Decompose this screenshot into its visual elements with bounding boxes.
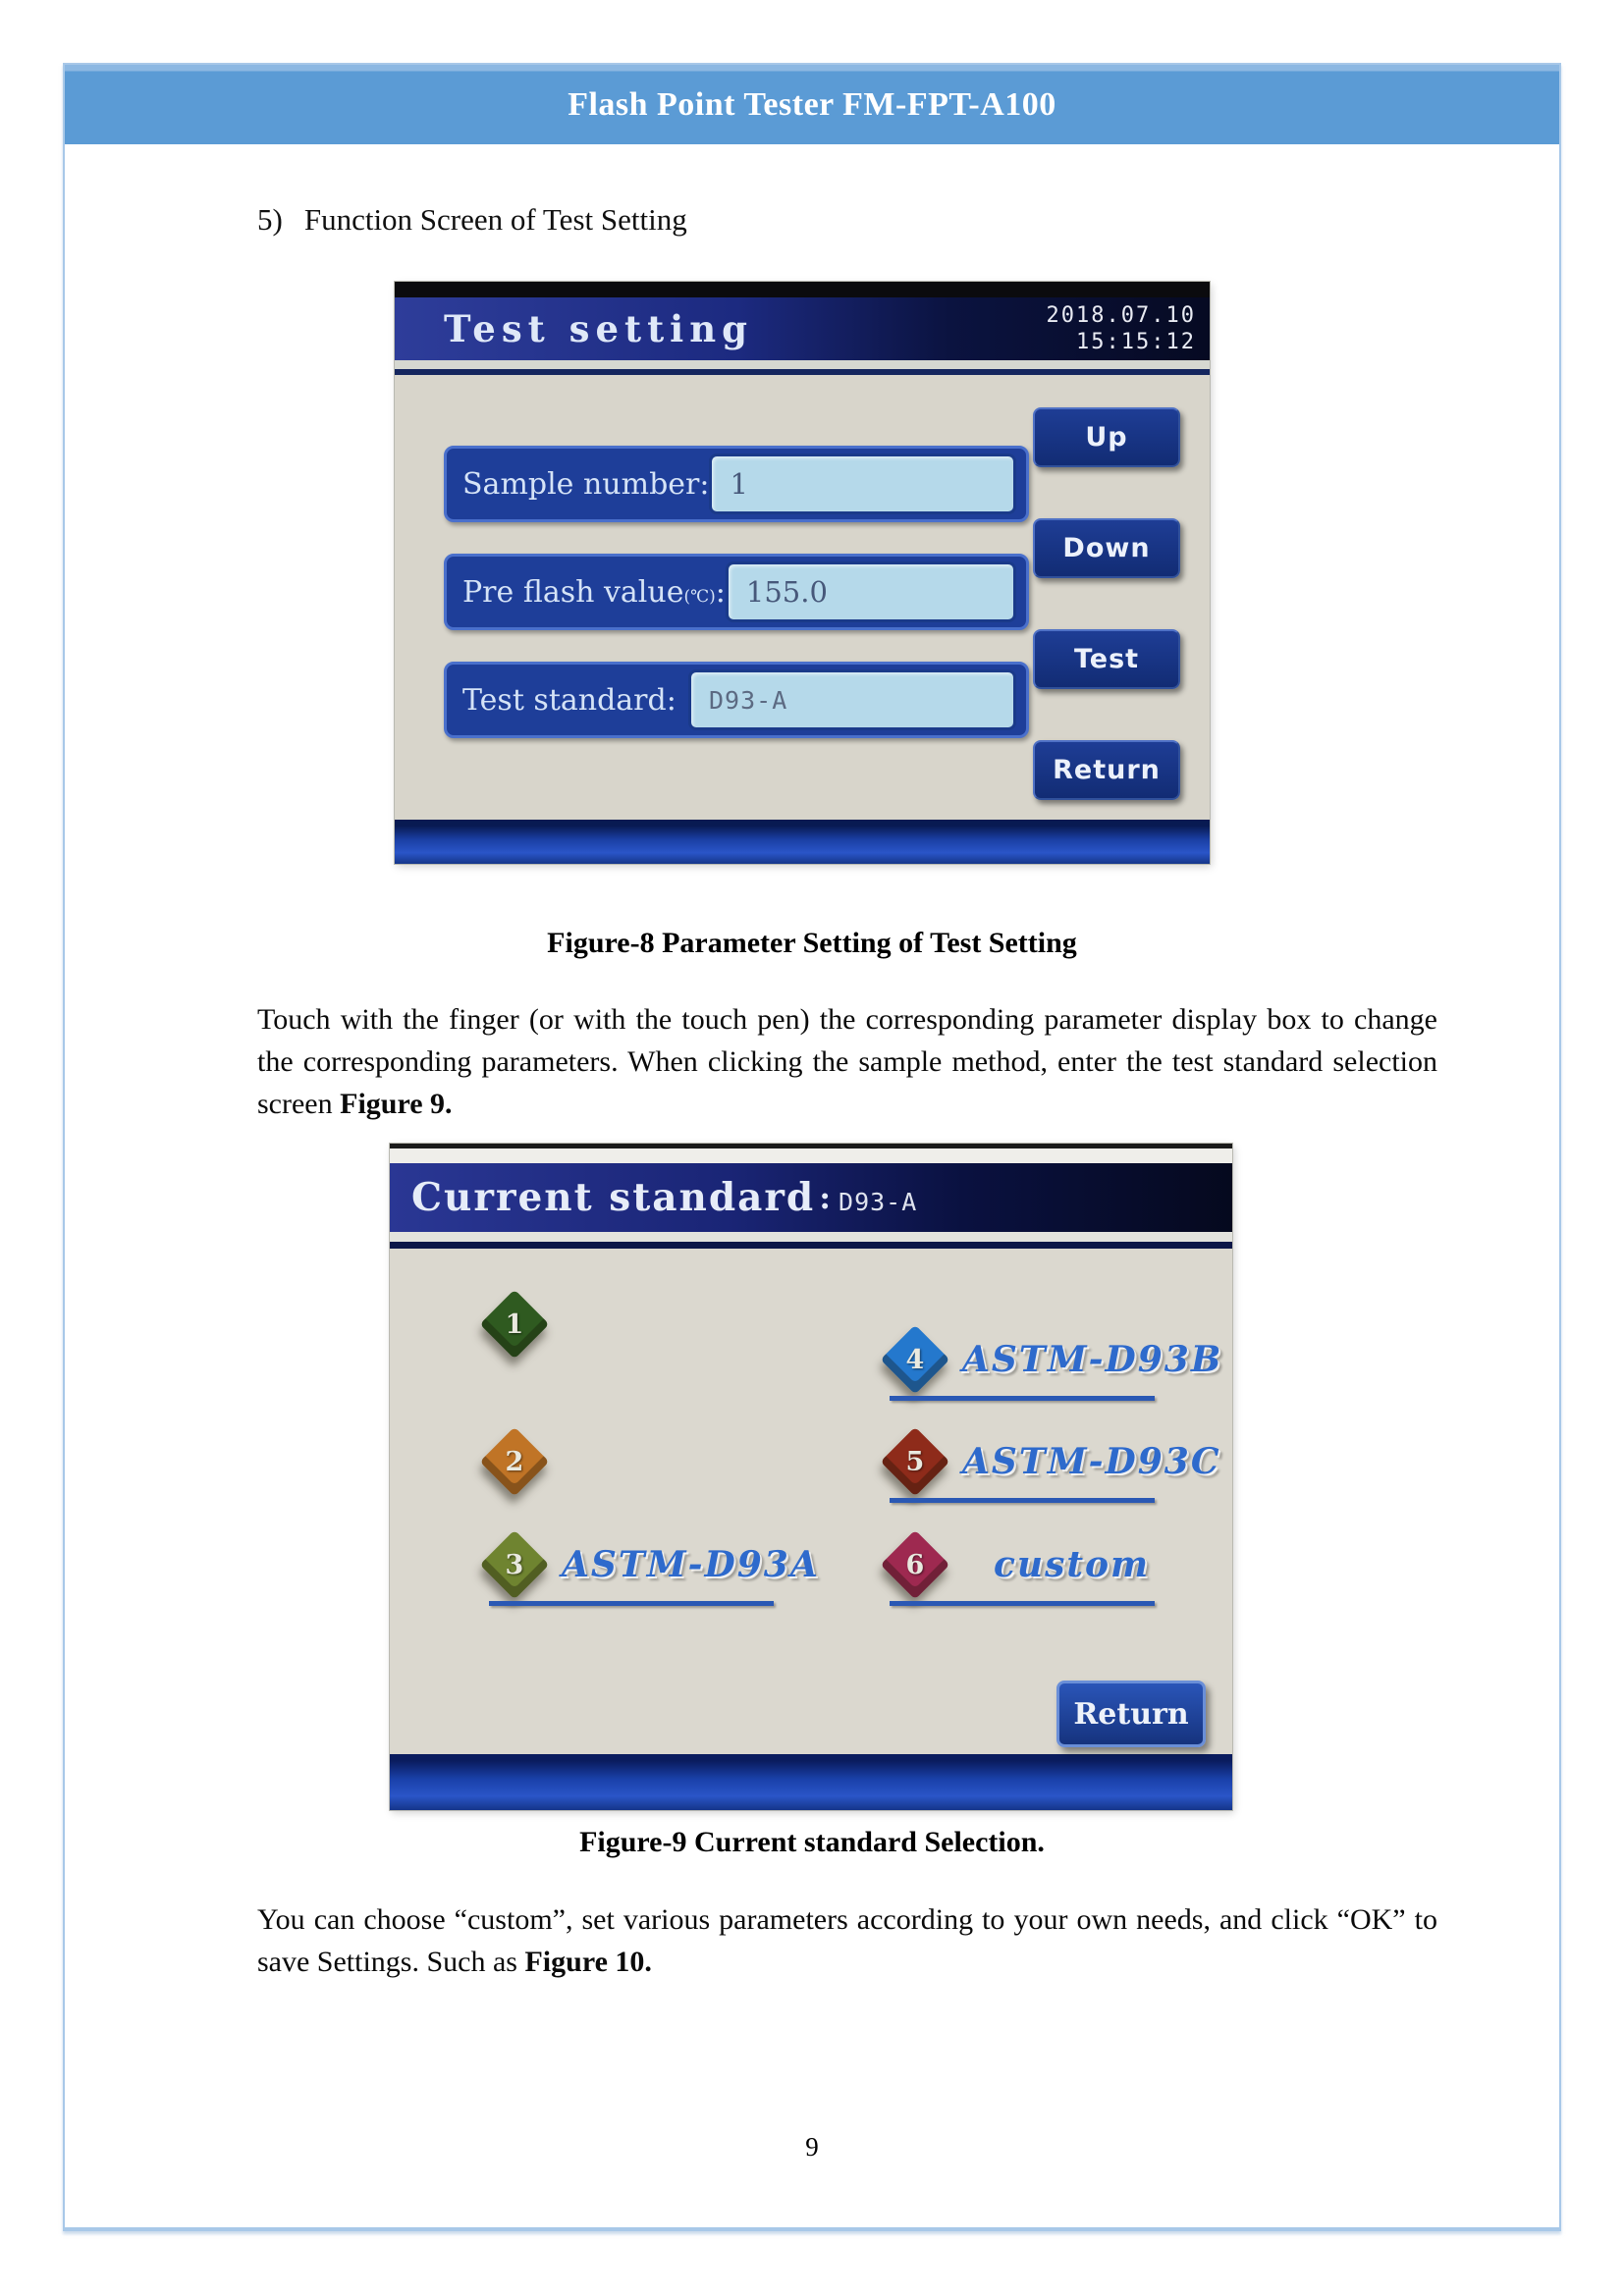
standard-option-astm-d93b — [880, 1324, 1223, 1395]
screen-title: Test setting — [444, 307, 754, 350]
test-button: Test — [1033, 629, 1180, 689]
figure9-caption: Figure-9 Current standard Selection. — [579, 1826, 1045, 1858]
diamond-2-icon: 2 — [479, 1426, 550, 1497]
sample-number-value-box — [709, 454, 1016, 514]
test-standard-value-box — [688, 669, 1016, 730]
datetime-display — [1047, 302, 1196, 356]
paragraph-2-text: You can choose “custom”, set various parameters according to your own needs, and click “OK” to save Settings. Such as — [257, 1903, 1437, 1978]
screen-top-bezel — [395, 282, 1210, 297]
down-button: Down — [1033, 518, 1180, 578]
paragraph-2 — [257, 1899, 1437, 1984]
sample-number-field — [444, 446, 1029, 522]
date-text: 2018.07.10 — [1046, 302, 1196, 328]
pre-flash-value-label: Pre flash value(℃): — [462, 574, 726, 610]
current-standard-label: Current standard — [411, 1175, 816, 1220]
screen-bottom-bar — [395, 820, 1210, 864]
return-button: Return — [1033, 740, 1180, 800]
test-setting-titlebar — [395, 297, 1210, 360]
figure10-reference: Figure 10. — [524, 1945, 652, 1978]
screen-button-column — [1029, 375, 1186, 820]
paragraph-1-text: Touch with the finger (or with the touch pen) the corresponding parameter display box to change the corresponding parameters. When clicking the sample method, enter the test standard selection screen — [257, 1003, 1437, 1120]
diamond-3-icon: 3 — [479, 1529, 550, 1600]
astm-d93c-label: ASTM-D93C — [962, 1441, 1221, 1482]
astm-d93a-label: ASTM-D93A — [562, 1544, 820, 1585]
paragraph-1 — [257, 999, 1437, 1126]
figure9-reference: Figure 9. — [340, 1087, 453, 1120]
standard-option-astm-d93c — [880, 1426, 1221, 1497]
standard-option-1 — [479, 1289, 562, 1360]
section-heading — [257, 202, 687, 238]
standard-option-2 — [479, 1426, 562, 1497]
standard-option-custom — [880, 1529, 1155, 1600]
pre-flash-value: 155.0 — [745, 575, 828, 609]
titlebar-divider — [390, 1232, 1232, 1249]
pre-flash-value-box — [726, 561, 1016, 622]
current-standard-titlebar — [390, 1163, 1232, 1232]
diamond-6-icon: 6 — [880, 1529, 950, 1600]
screen-top-bezel — [390, 1144, 1232, 1163]
page-header-bar — [65, 65, 1559, 144]
screen-bottom-bar — [390, 1754, 1232, 1810]
test-standard-field — [444, 662, 1029, 738]
diamond-1-icon: 1 — [479, 1289, 550, 1360]
page-number: 9 — [805, 2132, 819, 2162]
current-standard-value: D93-A — [839, 1187, 918, 1216]
time-text: 15:15:12 — [1076, 330, 1196, 354]
standard-selection-body — [390, 1249, 1232, 1754]
up-button: Up — [1033, 407, 1180, 467]
figure8-screenshot — [395, 282, 1210, 864]
test-standard-label: Test standard: — [462, 682, 677, 718]
return-button: Return — [1056, 1681, 1206, 1747]
section-title: Function Screen of Test Setting — [303, 202, 687, 237]
test-standard-value: D93-A — [709, 685, 788, 715]
colon: : — [819, 1179, 832, 1216]
test-setting-body — [395, 375, 1210, 820]
custom-label: custom — [994, 1544, 1151, 1585]
astm-d93b-label: ASTM-D93B — [962, 1339, 1223, 1380]
page-content-border — [63, 63, 1561, 2231]
sample-number-label: Sample number: — [462, 466, 710, 502]
diamond-5-icon: 5 — [880, 1426, 950, 1497]
section-number: 5) — [257, 202, 283, 237]
pre-flash-value-field — [444, 554, 1029, 630]
standard-option-astm-d93a — [479, 1529, 820, 1600]
titlebar-divider — [395, 360, 1210, 375]
figure8-caption: Figure-8 Parameter Setting of Test Setting — [547, 927, 1077, 959]
figure9-screenshot — [390, 1144, 1232, 1810]
sample-number-value: 1 — [730, 467, 748, 501]
diamond-4-icon: 4 — [880, 1324, 950, 1395]
page-title: Flash Point Tester FM-FPT-A100 — [568, 85, 1056, 123]
parameter-fields — [444, 375, 1029, 820]
